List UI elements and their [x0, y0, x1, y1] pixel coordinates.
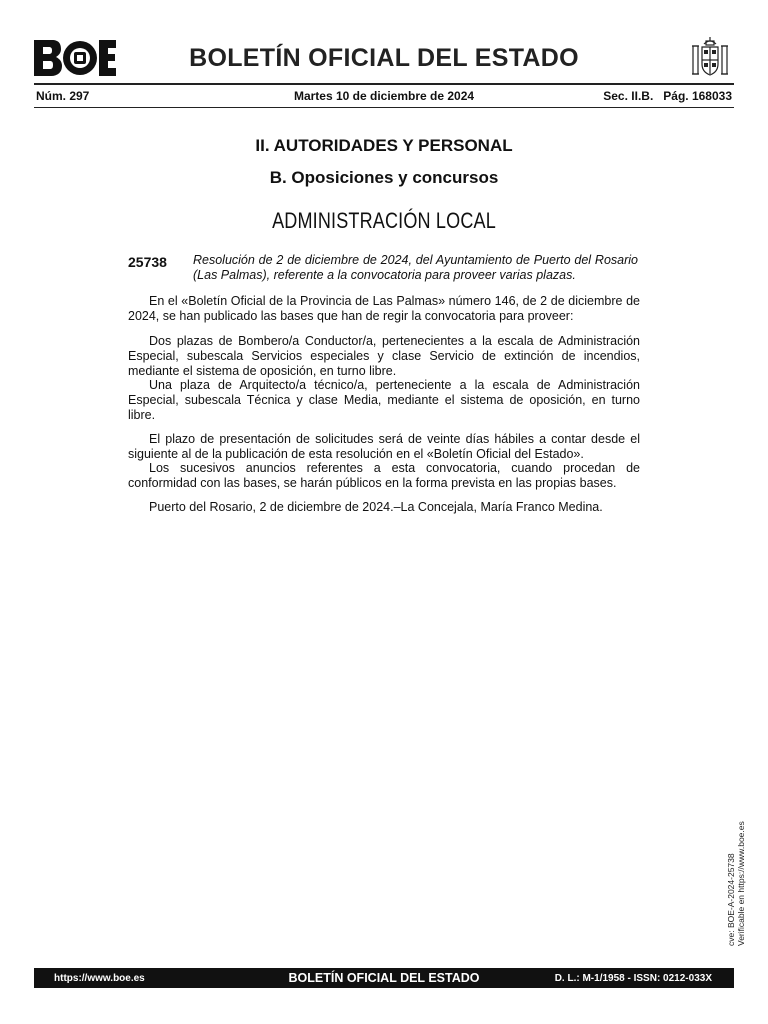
body-paragraph: En el «Boletín Oficial de la Provincia de Las Palmas» número 146, de 2 de diciembre de 2024, se han publicado las bases que han de regir la convocatoria para proveer:	[128, 294, 640, 323]
header-meta	[36, 89, 732, 105]
footer-title: BOLETÍN OFICIAL DEL ESTADO	[288, 971, 480, 985]
body-paragraph: Dos plazas de Bombero/a Conductor/a, pertenecientes a la escala de Administración Especial, subescala Servicios especiales y clase Servicio de extinción de incendios, mediante el sistema de oposición, en turno libre.	[128, 334, 640, 378]
organization-heading: ADMINISTRACIÓN LOCAL	[272, 208, 496, 233]
announcement-summary: Resolución de 2 de diciembre de 2024, del Ayuntamiento de Puerto del Rosario (Las Palmas), referente a la convocatoria para proveer varias plazas.	[193, 253, 638, 282]
body-paragraph: Una plaza de Arquitecto/a técnico/a, perteneciente a la escala de Administración Especial, subescala Técnica y clase Media, mediante el sistema de oposición, en turno libre.	[128, 378, 640, 422]
footer-url-link[interactable]: https://www.boe.es	[54, 973, 145, 984]
subsection-heading: B. Oposiciones y concursos	[269, 168, 499, 187]
gazette-title: BOLETÍN OFICIAL DEL ESTADO	[189, 44, 579, 72]
body-paragraph: Los sucesivos anuncios referentes a esta convocatoria, cuando procedan de conformidad con las bases, se harán públicos en la forma prevista en las propias bases.	[128, 461, 640, 490]
verification-link[interactable]: Verificable en https://www.boe.es	[736, 821, 746, 946]
body-paragraph: El plazo de presentación de solicitudes será de veinte días hábiles a contar desde el siguiente al de la publicación de esta resolución en el «Boletín Oficial del Estado».	[128, 432, 640, 461]
meta-rule	[34, 107, 734, 108]
spain-coat-of-arms-icon	[690, 36, 730, 80]
issue-number: Núm. 297	[36, 89, 90, 103]
issue-date: Martes 10 de diciembre de 2024	[293, 89, 475, 103]
header-rule	[34, 83, 734, 85]
section-page: Sec. II.B. Pág. 168033	[603, 89, 732, 103]
verification-note	[726, 816, 746, 946]
footer-bar	[34, 968, 734, 988]
signature-paragraph: Puerto del Rosario, 2 de diciembre de 2024.–La Concejala, María Franco Medina.	[149, 500, 603, 514]
announcement-number: 25738	[128, 254, 167, 270]
cve-code: cve: BOE-A-2024-25738	[726, 853, 736, 946]
section-heading: II. AUTORIDADES Y PERSONAL	[255, 136, 513, 155]
footer-legal-deposit: D. L.: M-1/1958 - ISSN: 0212-033X	[554, 973, 712, 984]
